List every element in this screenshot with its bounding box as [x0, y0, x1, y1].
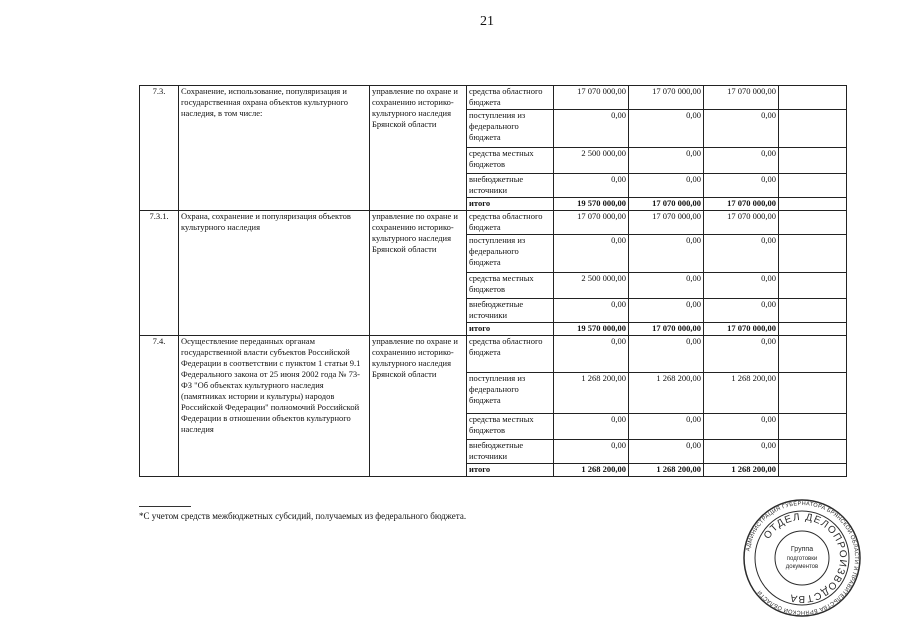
total-year-2: 17 070 000,00 — [629, 198, 704, 211]
funding-source-label: поступления из федерального бюджета — [467, 110, 554, 148]
funding-source-label: внебюджетные источники — [467, 174, 554, 198]
amount-year-2: 0,00 — [629, 174, 704, 198]
empty-cell — [779, 198, 847, 211]
empty-cell — [779, 464, 847, 477]
total-year-3: 17 070 000,00 — [704, 198, 779, 211]
empty-cell — [779, 86, 847, 110]
amount-year-2: 0,00 — [629, 336, 704, 373]
amount-year-1: 0,00 — [554, 235, 629, 273]
empty-cell — [779, 336, 847, 373]
amount-year-3: 17 070 000,00 — [704, 86, 779, 110]
empty-cell — [779, 235, 847, 273]
amount-year-1: 17 070 000,00 — [554, 211, 629, 235]
budget-table — [139, 85, 847, 477]
amount-year-2: 0,00 — [629, 414, 704, 440]
executor-name: управление по охране и сохранению историко-культурного наследия Брянской области — [370, 211, 467, 336]
empty-cell — [779, 110, 847, 148]
empty-cell — [779, 273, 847, 299]
amount-year-1: 17 070 000,00 — [554, 86, 629, 110]
stamp-center-line2: подготовки — [786, 556, 818, 562]
executor-name: управление по охране и сохранению историко-культурного наследия Брянской области — [370, 86, 467, 211]
measure-name: Сохранение, использование, популяризация и государственная охрана объектов культурного наследия, в том числе: — [179, 86, 370, 211]
amount-year-3: 0,00 — [704, 440, 779, 464]
amount-year-1: 0,00 — [554, 440, 629, 464]
amount-year-3: 0,00 — [704, 110, 779, 148]
total-year-1: 19 570 000,00 — [554, 323, 629, 336]
amount-year-1: 0,00 — [554, 110, 629, 148]
amount-year-1: 0,00 — [554, 414, 629, 440]
amount-year-2: 0,00 — [629, 110, 704, 148]
total-year-1: 1 268 200,00 — [554, 464, 629, 477]
empty-cell — [779, 414, 847, 440]
empty-cell — [779, 148, 847, 174]
total-year-3: 17 070 000,00 — [704, 323, 779, 336]
total-year-2: 17 070 000,00 — [629, 323, 704, 336]
funding-source-label: средства областного бюджета — [467, 336, 554, 373]
row-number: 7.3.1. — [140, 211, 179, 336]
table-row — [140, 211, 847, 235]
office-stamp — [742, 498, 862, 618]
total-label: итого — [467, 323, 554, 336]
measure-name: Осуществление переданных органам государственной власти субъектов Российской Федерации в соответствии с пунктом 1 статьи 9.1 Федерального закона от 25 июня 2002 года № 73-ФЗ "Об объектах культурного наследия (памятниках истории и культуры) народов Российской Федерации" полномочий Российской Федерации в отношении объектов культурного наследия — [179, 336, 370, 477]
stamp-center-line3: документов — [785, 564, 819, 570]
stamp-outer-text: АДМИНИСТРАЦИЯ ГУБЕРНАТОРА БРЯНСКОЙ ОБЛАСТИ И ПРАВИТЕЛЬСТВА БРЯНСКОЙ ОБЛАСТИ — [745, 500, 860, 616]
amount-year-3: 0,00 — [704, 299, 779, 323]
funding-source-label: средства областного бюджета — [467, 211, 554, 235]
table-row — [140, 336, 847, 373]
measure-name: Охрана, сохранение и популяризация объектов культурного наследия — [179, 211, 370, 336]
empty-cell — [779, 211, 847, 235]
amount-year-2: 0,00 — [629, 299, 704, 323]
footnote-rule — [139, 506, 191, 507]
amount-year-2: 1 268 200,00 — [629, 373, 704, 414]
row-number: 7.4. — [140, 336, 179, 477]
empty-cell — [779, 174, 847, 198]
executor-name: управление по охране и сохранению историко-культурного наследия Брянской области — [370, 336, 467, 477]
amount-year-3: 0,00 — [704, 273, 779, 299]
amount-year-1: 0,00 — [554, 299, 629, 323]
table-row — [140, 86, 847, 110]
funding-source-label: поступления из федерального бюджета — [467, 235, 554, 273]
amount-year-2: 0,00 — [629, 148, 704, 174]
funding-source-label: средства местных бюджетов — [467, 148, 554, 174]
funding-source-label: средства местных бюджетов — [467, 414, 554, 440]
total-label: итого — [467, 198, 554, 211]
funding-source-label: поступления из федерального бюджета — [467, 373, 554, 414]
footnote: *С учетом средств межбюджетных субсидий, получаемых из федерального бюджета. — [139, 511, 467, 521]
funding-source-label: средства областного бюджета — [467, 86, 554, 110]
page-number: 21 — [480, 14, 494, 29]
empty-cell — [779, 299, 847, 323]
funding-source-label: внебюджетные источники — [467, 440, 554, 464]
total-year-1: 19 570 000,00 — [554, 198, 629, 211]
empty-cell — [779, 440, 847, 464]
amount-year-2: 17 070 000,00 — [629, 211, 704, 235]
amount-year-1: 1 268 200,00 — [554, 373, 629, 414]
amount-year-3: 0,00 — [704, 148, 779, 174]
funding-source-label: средства местных бюджетов — [467, 273, 554, 299]
amount-year-3: 0,00 — [704, 336, 779, 373]
amount-year-1: 2 500 000,00 — [554, 273, 629, 299]
funding-source-label: внебюджетные источники — [467, 299, 554, 323]
empty-cell — [779, 323, 847, 336]
total-year-2: 1 268 200,00 — [629, 464, 704, 477]
total-year-3: 1 268 200,00 — [704, 464, 779, 477]
amount-year-2: 0,00 — [629, 440, 704, 464]
amount-year-3: 17 070 000,00 — [704, 211, 779, 235]
amount-year-2: 0,00 — [629, 273, 704, 299]
amount-year-2: 17 070 000,00 — [629, 86, 704, 110]
stamp-inner-text: ОТДЕЛ ДЕЛОПРОИЗВОДСТВА — [761, 511, 849, 605]
amount-year-1: 2 500 000,00 — [554, 148, 629, 174]
amount-year-3: 0,00 — [704, 414, 779, 440]
amount-year-1: 0,00 — [554, 336, 629, 373]
amount-year-2: 0,00 — [629, 235, 704, 273]
empty-cell — [779, 373, 847, 414]
total-label: итого — [467, 464, 554, 477]
amount-year-3: 0,00 — [704, 174, 779, 198]
row-number: 7.3. — [140, 86, 179, 211]
stamp-center-line1: Группа — [790, 546, 814, 553]
amount-year-3: 0,00 — [704, 235, 779, 273]
amount-year-1: 0,00 — [554, 174, 629, 198]
amount-year-3: 1 268 200,00 — [704, 373, 779, 414]
